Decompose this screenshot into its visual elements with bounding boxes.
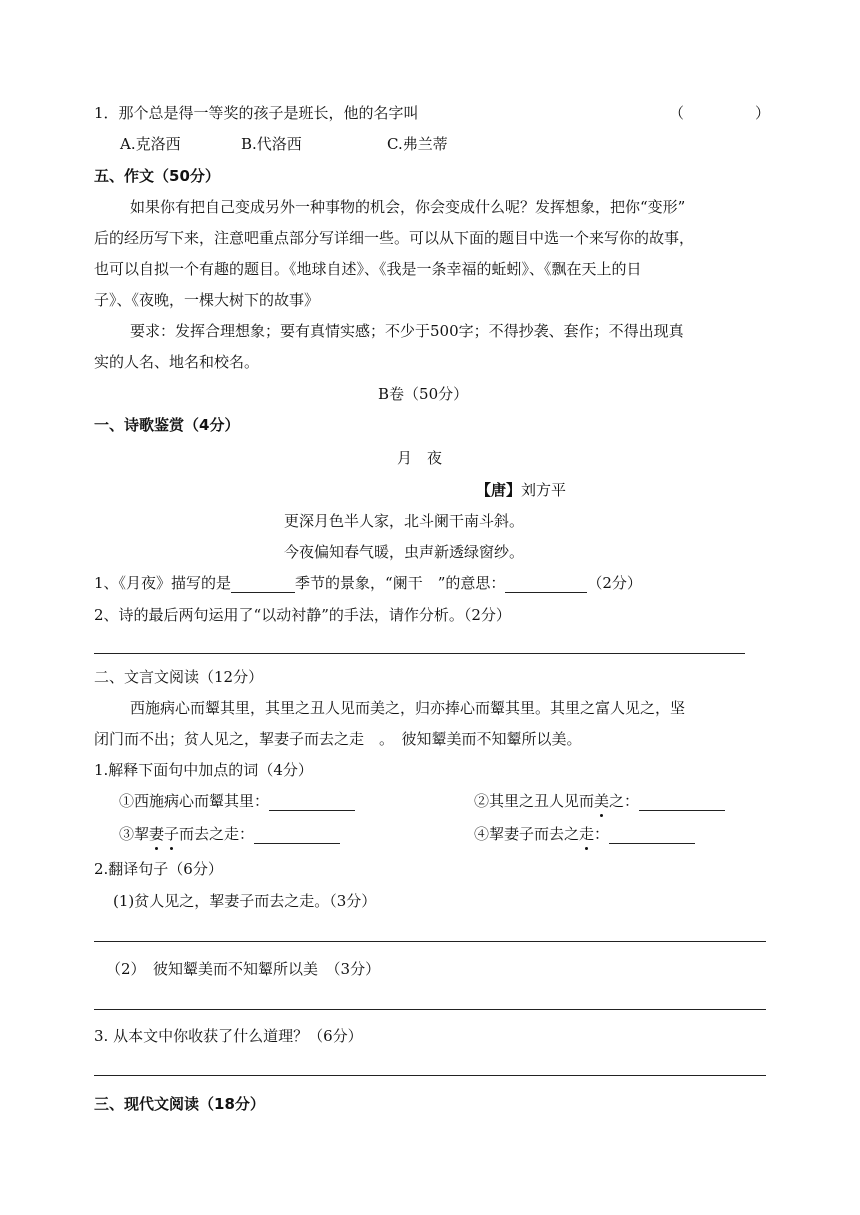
dotted-word: 妻 (149, 825, 165, 843)
essay-requirements-line: 实的人名、地名和校名。 (94, 353, 260, 371)
dotted-word: 子 (164, 825, 180, 843)
dotted-word: 走 (579, 825, 595, 843)
poem-question-1 (94, 573, 642, 593)
item-3-text: ③挈 (119, 825, 150, 843)
option-c: C.弗兰蒂 (387, 135, 448, 153)
author-name: 刘方平 (521, 481, 567, 499)
item-1-text: ①西施病心而颦其里： (119, 792, 270, 810)
item-2-answer-blank[interactable] (639, 794, 725, 811)
meaning-answer-blank[interactable] (505, 576, 587, 593)
answer-line[interactable] (94, 653, 745, 654)
answer-line[interactable] (94, 1075, 766, 1076)
classical-passage-line: 闭门而不出；贫人见之，挈妻子而去之走 。 彼知颦美而不知颦所以美。 (94, 730, 582, 748)
poem-author (476, 480, 566, 500)
essay-prompt-line: 如果你有把自己变成另外一种事物的机会，你会变成什么呢？发挥想象，把你“变形” (130, 198, 686, 216)
classical-item-1 (119, 791, 355, 811)
classical-question-2: 2.翻译句子（6分） (94, 860, 223, 878)
question-1-text: 1．那个总是得一等奖的孩子是班长，他的名字叫 (94, 104, 419, 122)
item-4-suffix: ： (594, 825, 610, 843)
dynasty-tag: 【唐】 (476, 481, 522, 499)
classical-item-4 (474, 824, 695, 844)
item-2-suffix: 之： (609, 792, 640, 810)
classical-passage-line: 西施病心而颦其里，其里之丑人见而美之，归亦捧心而颦其里。其里之富人见之，坚 (130, 699, 686, 717)
item-4-answer-blank[interactable] (609, 827, 695, 844)
dotted-word: 美 (594, 792, 610, 810)
poem-q1-prefix: 1、《月夜》描写的是 (94, 574, 232, 592)
volume-b-title: B卷（50分） (378, 385, 469, 403)
poem-q1-middle: 季节的景象，“阑干 ”的意思： (295, 574, 506, 592)
answer-line[interactable] (94, 1009, 766, 1010)
option-b: B.代洛西 (241, 135, 302, 153)
option-a: A.克洛西 (120, 135, 181, 153)
translate-sentence-2: （2） 彼知颦美而不知颦所以美 （3分） (106, 960, 381, 978)
poem-section-title: 一、诗歌鉴赏（4分） (94, 416, 240, 434)
classical-question-1: 1.解释下面句中加点的词（4分） (94, 761, 313, 779)
essay-prompt-line: 后的经历写下来，注意吧重点部分写详细一些。可以从下面的题目中选一个来写你的故事， (94, 229, 695, 247)
essay-prompt-line: 也可以自拟一个有趣的题目。《地球自述》、《我是一条幸福的蚯蚓》、《飘在天上的日 (94, 260, 642, 278)
essay-requirements-line: 要求：发挥合理想象；要有真情实感；不少于500字；不得抄袭、套作；不得出现真 (130, 322, 684, 340)
modern-section-title: 三、现代文阅读（18分） (94, 1095, 265, 1113)
translate-sentence-1: (1)贫人见之，挈妻子而去之走。（3分） (113, 892, 377, 910)
poem-title: 月 夜 (397, 449, 443, 467)
poem-question-2: 2、诗的最后两句运用了“以动衬静”的手法，请作分析。（2分） (94, 606, 511, 624)
classical-section-title: 二、文言文阅读（12分） (94, 668, 264, 686)
poem-line-1: 更深月色半人家，北斗阑干南斗斜。 (284, 512, 525, 530)
item-3-suffix: 而去之走： (179, 825, 255, 843)
answer-paren-close: ） (755, 104, 771, 122)
poem-q1-score: （2分） (587, 574, 642, 592)
section-5-title: 五、作文（50分） (94, 167, 220, 185)
item-3-answer-blank[interactable] (254, 827, 340, 844)
item-4-text: ④挈妻子而去之 (474, 825, 580, 843)
item-2-text: ②其里之丑人见而 (474, 792, 595, 810)
answer-paren-open: （ (669, 104, 685, 122)
classical-question-3: 3. 从本文中你收获了什么道理？（6分） (94, 1027, 363, 1045)
classical-item-3 (119, 824, 340, 844)
answer-line[interactable] (94, 941, 766, 942)
item-1-answer-blank[interactable] (269, 794, 355, 811)
essay-prompt-line: 子》、《夜晚，一棵大树下的故事》 (94, 291, 320, 309)
classical-item-2 (474, 791, 725, 811)
season-answer-blank[interactable] (231, 576, 295, 593)
poem-line-2: 今夜偏知春气暖，虫声新透绿窗纱。 (284, 543, 525, 561)
